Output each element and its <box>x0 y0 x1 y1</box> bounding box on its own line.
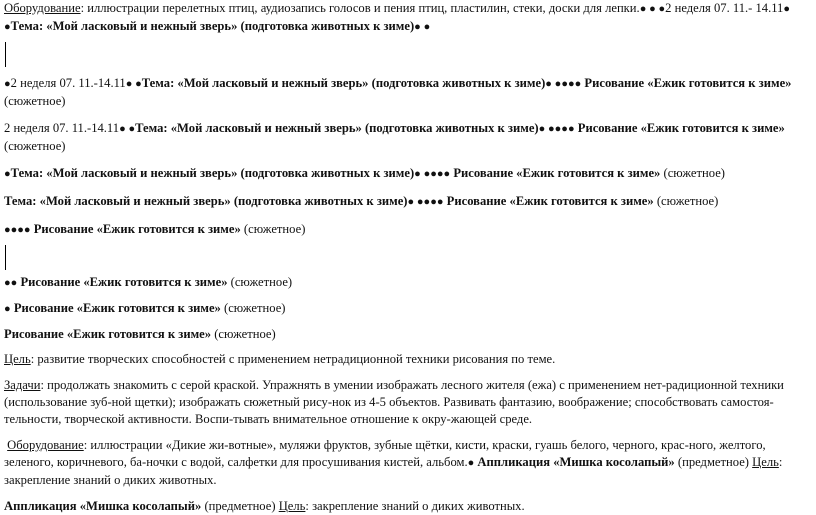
theme-paragraph-4 <box>4 165 812 183</box>
equipment-label: Оборудование <box>4 1 81 15</box>
bullets: ● ●●●● <box>538 123 575 135</box>
drawing-title: Рисование «Ежик готовится к зиме» <box>453 166 661 180</box>
bullets: ● ● <box>414 21 431 33</box>
week-text: 2 неделя 07. 11.-14.11 <box>4 121 120 135</box>
goal-label: Цель <box>4 352 31 366</box>
bullets: ● ● <box>119 123 136 135</box>
bullets: ● ●●●● <box>545 78 582 90</box>
text-cursor <box>5 245 6 270</box>
goal-label: Цель <box>278 499 306 513</box>
genre-text: (сюжетное) <box>660 166 725 180</box>
bullets: ● ●●●● <box>414 168 451 180</box>
theme-text: Тема: «Мой ласковый и нежный зверь» (подготовка животных к зиме) <box>10 166 415 180</box>
tasks-paragraph <box>4 377 812 428</box>
text-cursor <box>5 42 6 67</box>
applique-title: Аппликация «Мишка косолапый» <box>474 455 675 469</box>
drawing-paragraph-8 <box>4 300 812 318</box>
bullets: ● ● ● <box>639 3 666 15</box>
drawing-paragraph-6 <box>4 221 812 239</box>
equipment-text: : иллюстрации «Дикие жи-вотные», муляжи фруктов, зубные щётки, кисти, краски, гуашь белого, черного, крас-ного, желтого, зеленого, коричневого, ба-ночки с водой, салфетки для просушивания кистей, альбом. <box>4 438 766 469</box>
genre-text: (сюжетное) <box>227 275 293 289</box>
bullets: ● ●●●● <box>407 196 444 208</box>
goal-text: : закрепление знаний о диких животных. <box>305 499 525 513</box>
theme-text: Тема: «Мой ласковый и нежный зверь» (подготовка животных к зиме) <box>4 194 408 208</box>
bullets: ●● <box>4 277 18 289</box>
bullets: ●●●● <box>4 224 31 236</box>
bullets: ● <box>467 457 475 469</box>
goal-paragraph <box>4 351 812 368</box>
bullets: ● <box>4 168 11 180</box>
bullets: ● <box>4 303 11 315</box>
bullets: ● ● <box>125 78 142 90</box>
genre-text: (сюжетное) <box>653 194 719 208</box>
theme-paragraph-5 <box>4 193 812 211</box>
genre-text: (сюжетное) <box>240 222 306 236</box>
equipment-paragraph-1 <box>4 0 812 36</box>
genre-text: (сюжетное) <box>211 327 276 341</box>
drawing-title: Рисование «Ежик готовится к зиме» <box>20 275 228 289</box>
theme-text: Тема: «Мой ласковый и нежный зверь» (подготовка животных к зиме) <box>10 19 415 33</box>
equipment-label: Оборудование <box>7 438 84 452</box>
week-text: 2 неделя 07. 11.-14.11 <box>10 76 126 90</box>
drawing-title: Рисование «Ежик готовится к зиме» <box>577 121 785 135</box>
genre-text: (предметное) <box>674 455 753 469</box>
theme-paragraph-2 <box>4 75 812 110</box>
drawing-paragraph-9 <box>4 326 812 343</box>
week-text: 2 неделя 07. 11.- 14.11 <box>665 1 784 15</box>
tasks-text: : продолжать знакомить с серой краской. Упражнять в умении изображать лесного жителя (ежа) с применением нет-радиционной техники (использование зуб-ной щетки); изображать сюжетный рису-нок из 4-5 объектов. Развивать фантазию, воображение; способствовать самостоя-тельности, творческой активности. Воспи-тывать внимательное отношение к окру-жающей среде. <box>4 378 784 426</box>
bullets: ● <box>4 78 11 90</box>
tasks-label: Задачи <box>4 378 41 392</box>
theme-text: Тема: «Мой ласковый и нежный зверь» (подготовка животных к зиме) <box>141 76 546 90</box>
goal-text: : закрепление знаний о диких животных. <box>4 455 783 487</box>
bullets: ● ● <box>4 3 791 33</box>
genre-text: (сюжетное) <box>4 94 66 108</box>
drawing-title: Рисование «Ежик готовится к зиме» <box>13 301 221 315</box>
equipment-text: : иллюстрации перелетных птиц, аудиозапись голосов и пения птиц, пластилин, стеки, доски для лепки. <box>80 1 640 15</box>
genre-text: (сюжетное) <box>4 139 66 153</box>
applique-paragraph <box>4 498 812 515</box>
genre-text: (предметное) <box>201 499 279 513</box>
drawing-paragraph-7 <box>4 274 812 292</box>
theme-text: Тема: «Мой ласковый и нежный зверь» (подготовка животных к зиме) <box>135 121 539 135</box>
drawing-title: Рисование «Ежик готовится к зиме» <box>33 222 241 236</box>
genre-text: (сюжетное) <box>220 301 286 315</box>
drawing-title: Рисование «Ежик готовится к зиме» <box>446 194 654 208</box>
theme-paragraph-3 <box>4 120 812 155</box>
equipment-paragraph-2 <box>4 437 812 489</box>
applique-title: Аппликация «Мишка косолапый» <box>4 499 202 513</box>
goal-label: Цель <box>752 455 779 469</box>
goal-text: : развитие творческих способностей с применением нетрадиционной техники рисования по теме. <box>30 352 556 366</box>
drawing-title: Рисование «Ежик готовится к зиме» <box>584 76 792 90</box>
drawing-title: Рисование «Ежик готовится к зиме» <box>4 327 212 341</box>
